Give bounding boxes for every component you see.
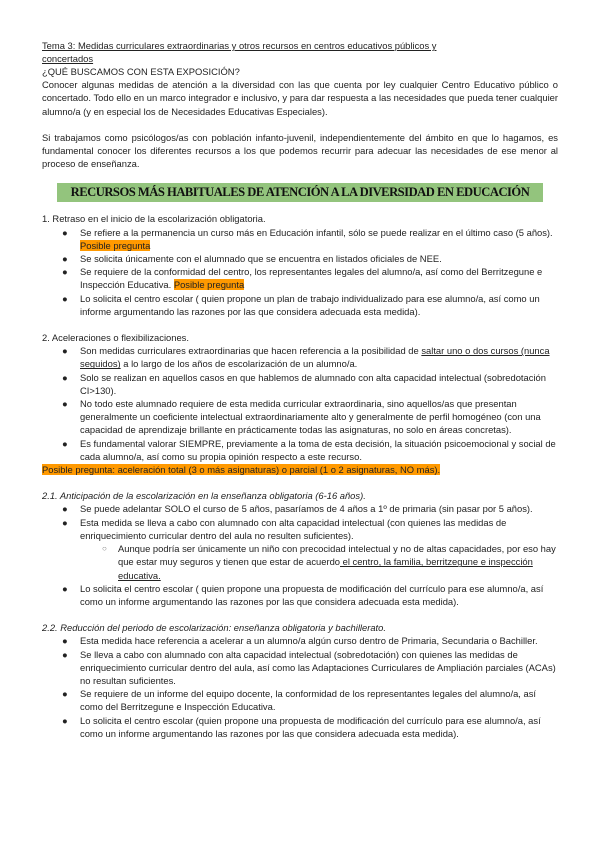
list-item [42,344,558,370]
underlined-text: el centro, la familia, berritzegune e inspección educativa. [118,556,533,581]
bullet-icon: ● [62,582,68,594]
list-item [42,265,558,291]
bullet-icon: ● [62,635,68,647]
list-item [42,252,558,265]
section-banner: RECURSOS MÁS HABITUALES DE ATENCIÓN A LA DIVERSIDAD EN EDUCACIÓN [57,183,543,202]
section-heading: 2. Aceleraciones o flexibilizaciones. [42,332,189,344]
intro-paragraph: Conocer algunas medidas de atención a la diversidad con las que cuenta por ley cualquier Centro Educativo público o concertado. Todo ello en un marco integrador e inclusivo, y para dar respuesta a las necesidades que pueda tener cualquier alumno/a (y en especial los de Necesidades Educativas Especiales). [42,79,558,117]
item-text: Esta medida se lleva a cabo con alumnado con alta capacidad intelectual (con quienes las medidas de enriquecimiento curricular dentro del aula no resulten suficientes). [80,516,507,541]
item-text: Se puede adelantar SOLO el curso de 5 años, pasaríamos de 4 años a 1º de primaria (sin pasar por 5 años). [80,503,533,515]
section-2-2 [42,621,558,740]
subsection-heading: 2.1. Anticipación de la escolarización en la enseñanza obligatoria (6-16 años). [42,490,366,502]
intro-paragraph: Si trabajamos como psicólogos/as con población infanto-juvenil, independientemente del ámbito en que lo hagamos, es fundamental conocer los diferentes recursos a los que podemos recurrir para adecuar las necesidades de ese menor al proceso de enseñanza. [42,131,558,170]
bullet-icon: ● [62,714,68,726]
section-heading: 1. Retraso en el inicio de la escolarización obligatoria. [42,213,266,225]
list-item [42,371,558,397]
list-item [42,502,558,515]
item-text: Esta medida hace referencia a acelerar a un alumno/a algún curso dentro de Primaria, Secundaria o Bachiller. [80,635,538,647]
bullet-icon: ● [62,688,68,700]
question-heading: ¿QUÉ BUSCAMOS CON ESTA EXPOSICIÓN? [42,66,240,77]
item-text: Se lleva a cabo con alumnado con alta capacidad intelectual (sobredotación) con quienes las medidas de enriquecimiento curricular dentro del aula, así como las Adaptaciones Curriculares de Ampliación parciales (ACAs) no resultan suficientes. [80,648,556,686]
subsection-heading: 2.2. Reducción del periodo de escolarización: enseñanza obligatoria y bachillerato. [42,622,386,634]
bullet-icon: ● [62,371,68,383]
bullet-icon: ● [62,253,68,265]
list-item [42,516,558,542]
bullet-icon: ● [62,516,68,528]
item-text: Lo solicita el centro escolar (quien propone una propuesta de modificación del currículo para ese alumno/a, así como un informe argumentando las razones por las que considera adecuada esta medida). [80,714,541,739]
sub-list-item [42,542,558,582]
list-item [42,292,558,318]
item-text: Se requiere de la conformidad del centro, los representantes legales del alumno/a, así como del Berritzegune e Inspección Educativa. [80,266,543,291]
section-1 [42,212,558,318]
list-item [42,687,558,713]
item-text: Aunque podría ser únicamente un niño con precocidad intelectual y no de altas capacidades, por eso hay que estar muy seguros y tienen que estar de acuerdo [118,543,556,568]
list-item [42,634,558,647]
bullet-icon: ● [62,226,68,238]
list-item [42,714,558,740]
highlight-note: Posible pregunta [80,239,151,251]
highlight-note: Posible pregunta [173,279,245,291]
section-2-1 [42,489,558,608]
document-title [42,40,558,65]
underlined-text: saltar uno o dos cursos (nunca seguidos) [80,345,550,370]
item-text: Son medidas curriculares extraordinarias que hacen referencia a la posibilidad de [80,345,422,357]
bullet-icon: ● [62,345,68,357]
title-line: concertados [42,52,94,64]
list-item [42,437,558,463]
item-text: Lo solicita el centro escolar ( quien propone una propuesta de modificación del currículo para ese alumno/a, así como un informe argumentando las razones por las que considera adecuada esta medida). [80,582,544,607]
item-text: Se solicita únicamente con el alumnado que se encuentra en listados oficiales de NEE. [80,253,442,265]
bullet-icon: ● [62,648,68,660]
circle-bullet-icon: ○ [102,544,107,554]
item-text: Se requiere de un informe del equipo docente, la conformidad de los representantes legales del alumno/a, así como del Berritzegune e Inspección Educativa. [80,688,537,713]
bullet-icon: ● [62,437,68,449]
item-text: Solo se realizan en aquellos casos en que hablemos de alumnado con alta capacidad intelectual (sobredotación CI>130). [80,371,546,396]
list-item [42,226,558,252]
list-item [42,582,558,608]
document-page [42,40,558,740]
bullet-icon: ● [62,266,68,278]
bullet-icon: ● [62,503,68,515]
list-item [42,648,558,688]
item-text: Lo solicita el centro escolar ( quien propone un plan de trabajo individualizado para ese alumno/a, así como un informe argumentando las razones por las que considera adecuada esta medida). [80,292,540,317]
item-text: No todo este alumnado requiere de esta medida curricular extraordinaria, sino aquellos/as que presentan generalmente un coeficiente intelectual extraordinariamente alto y generalmente de perfil homogéneo (con una capacidad de aprendizaje brillante en prácticamente todas las asignaturas, no solo en áreas concretas). [80,398,541,436]
item-text: Es fundamental valorar SIEMPRE, previamente a la toma de esta decisión, la situación psicoemocional y social de cada alumno/a, así como su propia opinión respecto a este recurso. [80,437,556,462]
item-text: Se refiere a la permanencia un curso más en Educación infantil, sólo se puede realizar en el último caso (5 años). [80,226,553,238]
list-item [42,397,558,437]
item-text: a lo largo de los años de escolarización de un alumno/a. [120,358,358,370]
bullet-icon: ● [62,292,68,304]
highlight-note: Posible pregunta: aceleración total (3 o más asignaturas) o parcial (1 o 2 asignaturas, NO más). [42,464,441,476]
bullet-icon: ● [62,398,68,410]
section-2 [42,331,558,476]
title-line: Tema 3: Medidas curriculares extraordinarias y otros recursos en centros educativos públicos y [42,40,437,51]
